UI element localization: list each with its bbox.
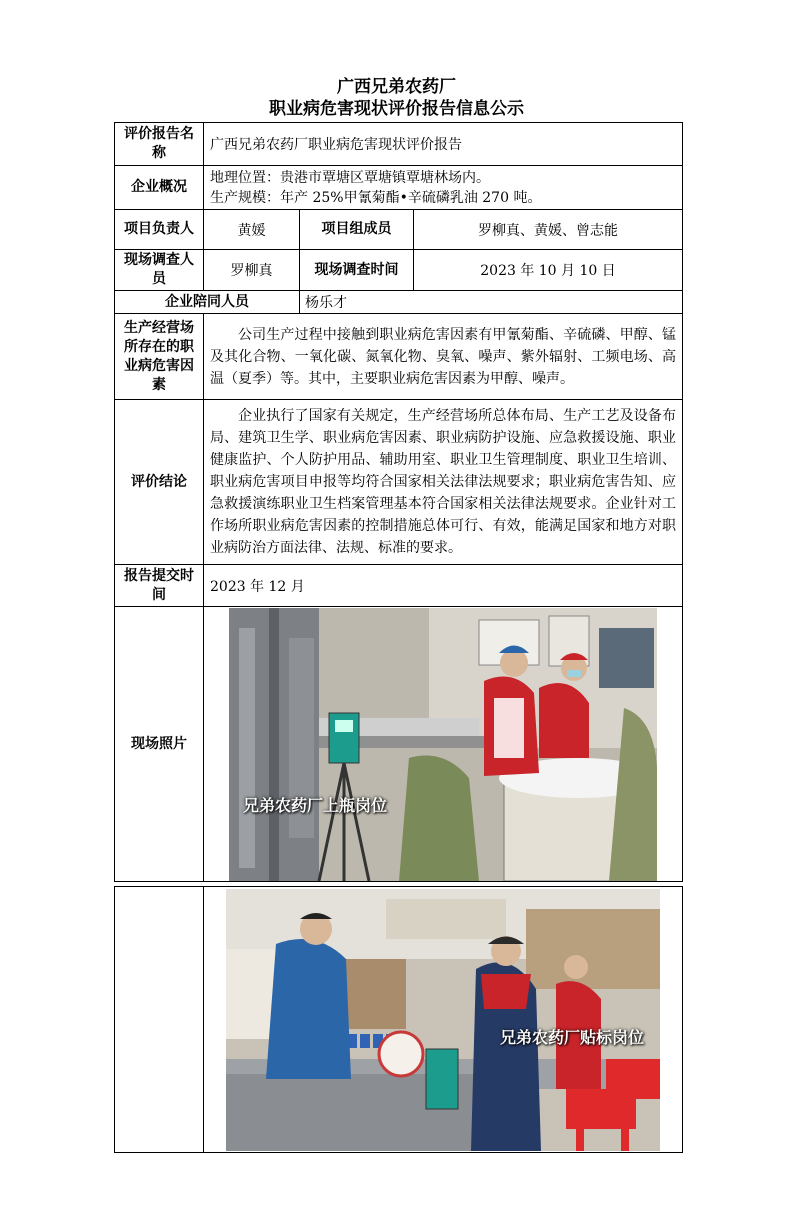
photos-label: 现场照片 [115, 607, 204, 882]
survey-time-label: 现场调查时间 [300, 250, 414, 291]
site-photo-labeling [226, 889, 660, 1151]
project-leader-label: 项目负责人 [115, 210, 204, 250]
report-name-label: 评价报告名称 [115, 123, 204, 166]
photo2-empty-label [115, 887, 204, 1153]
hazards-value [204, 314, 683, 400]
hazards-label: 生产经营场所存在的职业病危害因素 [115, 314, 204, 400]
info-table [114, 122, 683, 882]
row-survey [115, 250, 683, 291]
report-name-value: 广西兄弟农药厂职业病危害现状评价报告 [204, 123, 683, 166]
site-photo-bottling [229, 608, 657, 881]
photo-bottling-illustration [229, 608, 657, 881]
row-overview [115, 166, 683, 210]
row-photo2 [115, 887, 683, 1153]
row-conclusion [115, 400, 683, 565]
survey-time-value: 2023 年 10 月 10 日 [414, 250, 683, 291]
doc-title: 广西兄弟农药厂 [337, 77, 456, 97]
photo2-cell [204, 887, 683, 1153]
row-hazards [115, 314, 683, 400]
row-project [115, 210, 683, 250]
project-members-label: 项目组成员 [300, 210, 414, 250]
overview-location: 地理位置：贵港市覃塘区覃塘镇覃塘林场内。 [210, 169, 490, 186]
survey-staff-value: 罗柳真 [204, 250, 300, 291]
submit-value: 2023 年 12 月 [204, 565, 683, 607]
escort-value: 杨乐才 [300, 291, 683, 314]
photo2-caption: 兄弟农药厂贴标岗位 [500, 1028, 645, 1047]
overview-label: 企业概况 [115, 166, 204, 210]
project-members-value: 罗柳真、黄媛、曾志能 [414, 210, 683, 250]
conclusion-value [204, 400, 683, 565]
row-photos [115, 607, 683, 882]
conclusion-label: 评价结论 [115, 400, 204, 565]
overview-value [204, 166, 683, 210]
hazards-text: 公司生产过程中接触到职业病危害因素有甲氰菊酯、辛硫磷、甲醇、锰及其化合物、一氧化碳、氮氧化物、臭氧、噪声、紫外辐射、工频电场、高温（夏季）等。其中，主要职业病危害因素为甲醇、噪声。 [210, 326, 677, 387]
row-report-name [115, 123, 683, 166]
survey-staff-label: 现场调查人员 [115, 250, 204, 291]
conclusion-text: 企业执行了国家有关规定，生产经营场所总体布局、生产工艺及设备布局、建筑卫生学、职业病危害因素、职业病防护设施、应急救援设施、职业健康监护、个人防护用品、辅助用室、职业卫生管理制度、职业卫生培训、职业病危害项目申报等均符合国家相关法律法规要求；职业病危害告知、应急救援演练职业卫生档案管理基本符合国家相关法律法规要求。企业针对工作场所职业病危害因素的控制措施总体可行、有效，能满足国家和地方对职业病防治方面法律、法规、标准的要求。 [210, 408, 677, 556]
photo-table-2 [114, 886, 683, 1153]
photo1-cell [204, 607, 683, 882]
photo-labeling-illustration [226, 889, 660, 1151]
row-submit [115, 565, 683, 607]
overview-scale: 生产规模：年产 25%甲氰菊酯•辛硫磷乳油 270 吨。 [210, 189, 542, 206]
project-leader-value: 黄媛 [204, 210, 300, 250]
photo1-caption: 兄弟农药厂上瓶岗位 [243, 795, 388, 815]
submit-label: 报告提交时间 [115, 565, 204, 607]
row-escort [115, 291, 683, 314]
doc-subtitle: 职业病危害现状评价报告信息公示 [269, 99, 524, 119]
escort-label: 企业陪同人员 [115, 291, 300, 314]
